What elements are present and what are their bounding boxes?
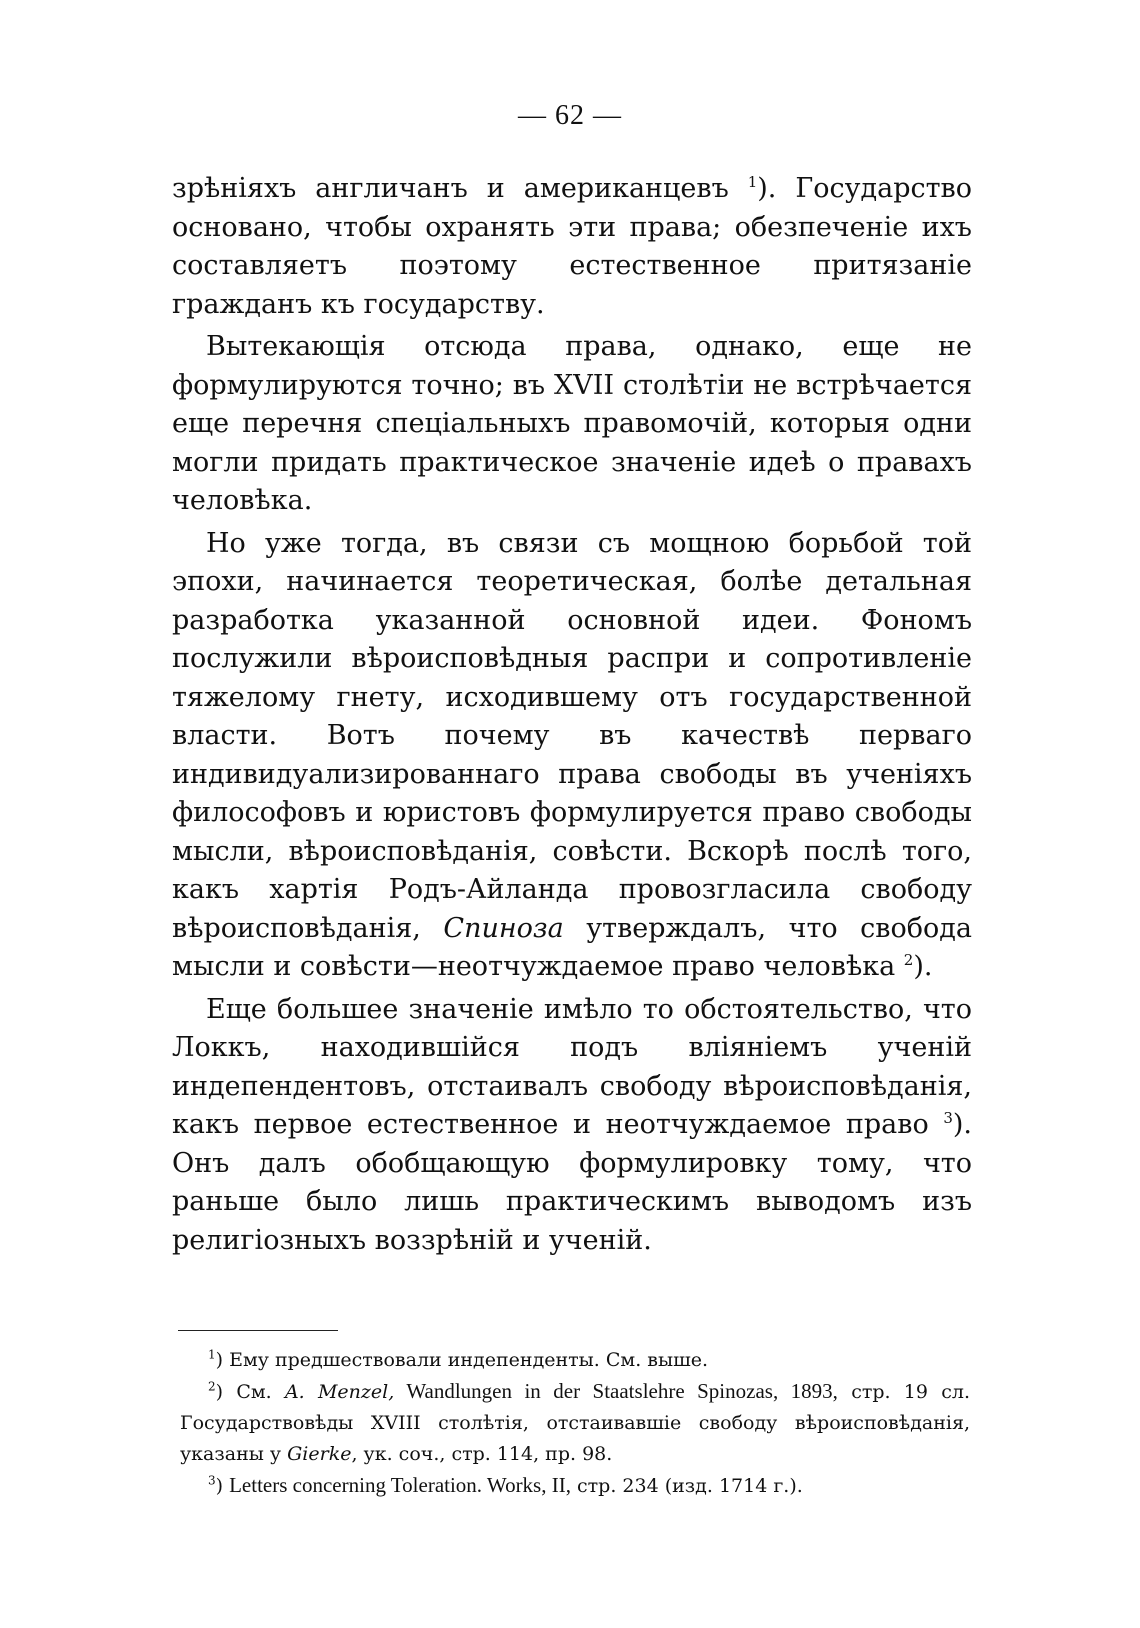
footnote-divider <box>178 1330 338 1331</box>
text-fragment: утверждалъ, что свобода мысли и совѣсти—неотчуждаемое право человѣка <box>172 912 972 982</box>
text-fragment: ) <box>215 1475 230 1497</box>
latin-citation: Wandlungen in der Staatslehre Spinozas, 1893, <box>394 1379 838 1403</box>
footnote <box>180 1376 970 1470</box>
italic-name: Спиноза <box>443 912 564 944</box>
footnote-marker: 3 <box>208 1473 216 1488</box>
latin-citation: Letters concerning Toleration. Works, II, <box>229 1473 571 1497</box>
paragraph <box>172 991 972 1261</box>
body-text <box>172 170 972 1260</box>
footnotes <box>180 1345 970 1502</box>
footnote-marker: 1 <box>747 173 758 191</box>
text-fragment: , ук. соч., стр. 114, пр. 98. <box>351 1443 613 1465</box>
text-fragment: стр. 234 (изд. 1714 г.). <box>570 1475 803 1497</box>
footnote-marker: 3 <box>943 1109 953 1127</box>
footnote <box>180 1345 970 1376</box>
text-fragment: ) См. <box>215 1381 285 1403</box>
italic-name: A. Menzel, <box>284 1381 395 1403</box>
footnote-marker: 2 <box>903 951 914 969</box>
text-fragment: ). <box>913 951 933 982</box>
footnote-marker: 1 <box>208 1347 216 1362</box>
text-fragment: зрѣніяхъ англичанъ и американцевъ <box>172 173 748 204</box>
paragraph <box>172 328 972 521</box>
italic-name: Gierke <box>287 1443 352 1465</box>
paragraph <box>172 170 972 324</box>
text-fragment: стр. 19 сл. Государствовѣды XVIII столѣтія, отстаивавшіе свободу вѣроисповѣданія, указаны у <box>180 1381 970 1465</box>
text-fragment: Еще большее значеніе имѣло то обстоятельство, что Локкъ, находившійся подъ вліяніемъ ученій индепендентовъ, отстаивалъ свободу вѣроисповѣданія, какъ первое естественное и неотчуждаемое право <box>172 993 972 1140</box>
page-number: — 62 — <box>518 100 622 131</box>
footnote-marker: 2 <box>208 1379 216 1394</box>
text-fragment: Вытекающія отсюда права, однако, еще не формулируются точно; въ XVII столѣтіи не встрѣчается еще перечня спеціальныхъ правомочій, которыя одни могли придать практическое значеніе идеѣ о правахъ человѣка. <box>172 331 972 516</box>
text-fragment: ). Государство основано, чтобы охранять эти права; обезпеченіе ихъ составляетъ поэтому естественное притязаніе гражданъ къ государству. <box>172 173 972 320</box>
text-fragment: Но уже тогда, въ связи съ мощною борьбой той эпохи, начинается теоретическая, болѣе детальная разработка указанной основной идеи. Фономъ послужили вѣроисповѣдныя распри и сопротивленіе тяжелому гнету, исходившему отъ государственной власти. Вотъ почему въ качествѣ перваго индивидуализированнаго права свободы въ ученіяхъ философовъ и юристовъ формулируется право свободы мысли, вѣроисповѣданія, совѣсти. Вскорѣ послѣ того, какъ хартія Родъ-Айланда провозгласила свободу вѣроисповѣданія, <box>172 527 972 944</box>
footnote <box>180 1470 970 1502</box>
text-fragment: ) Ему предшествовали индепенденты. См. выше. <box>215 1349 709 1371</box>
text-fragment: ). Онъ далъ обобщающую формулировку тому, что раньше было лишь практическимъ выводомъ изъ религіозныхъ воззрѣній и ученій. <box>172 1109 972 1256</box>
paragraph <box>172 525 972 987</box>
